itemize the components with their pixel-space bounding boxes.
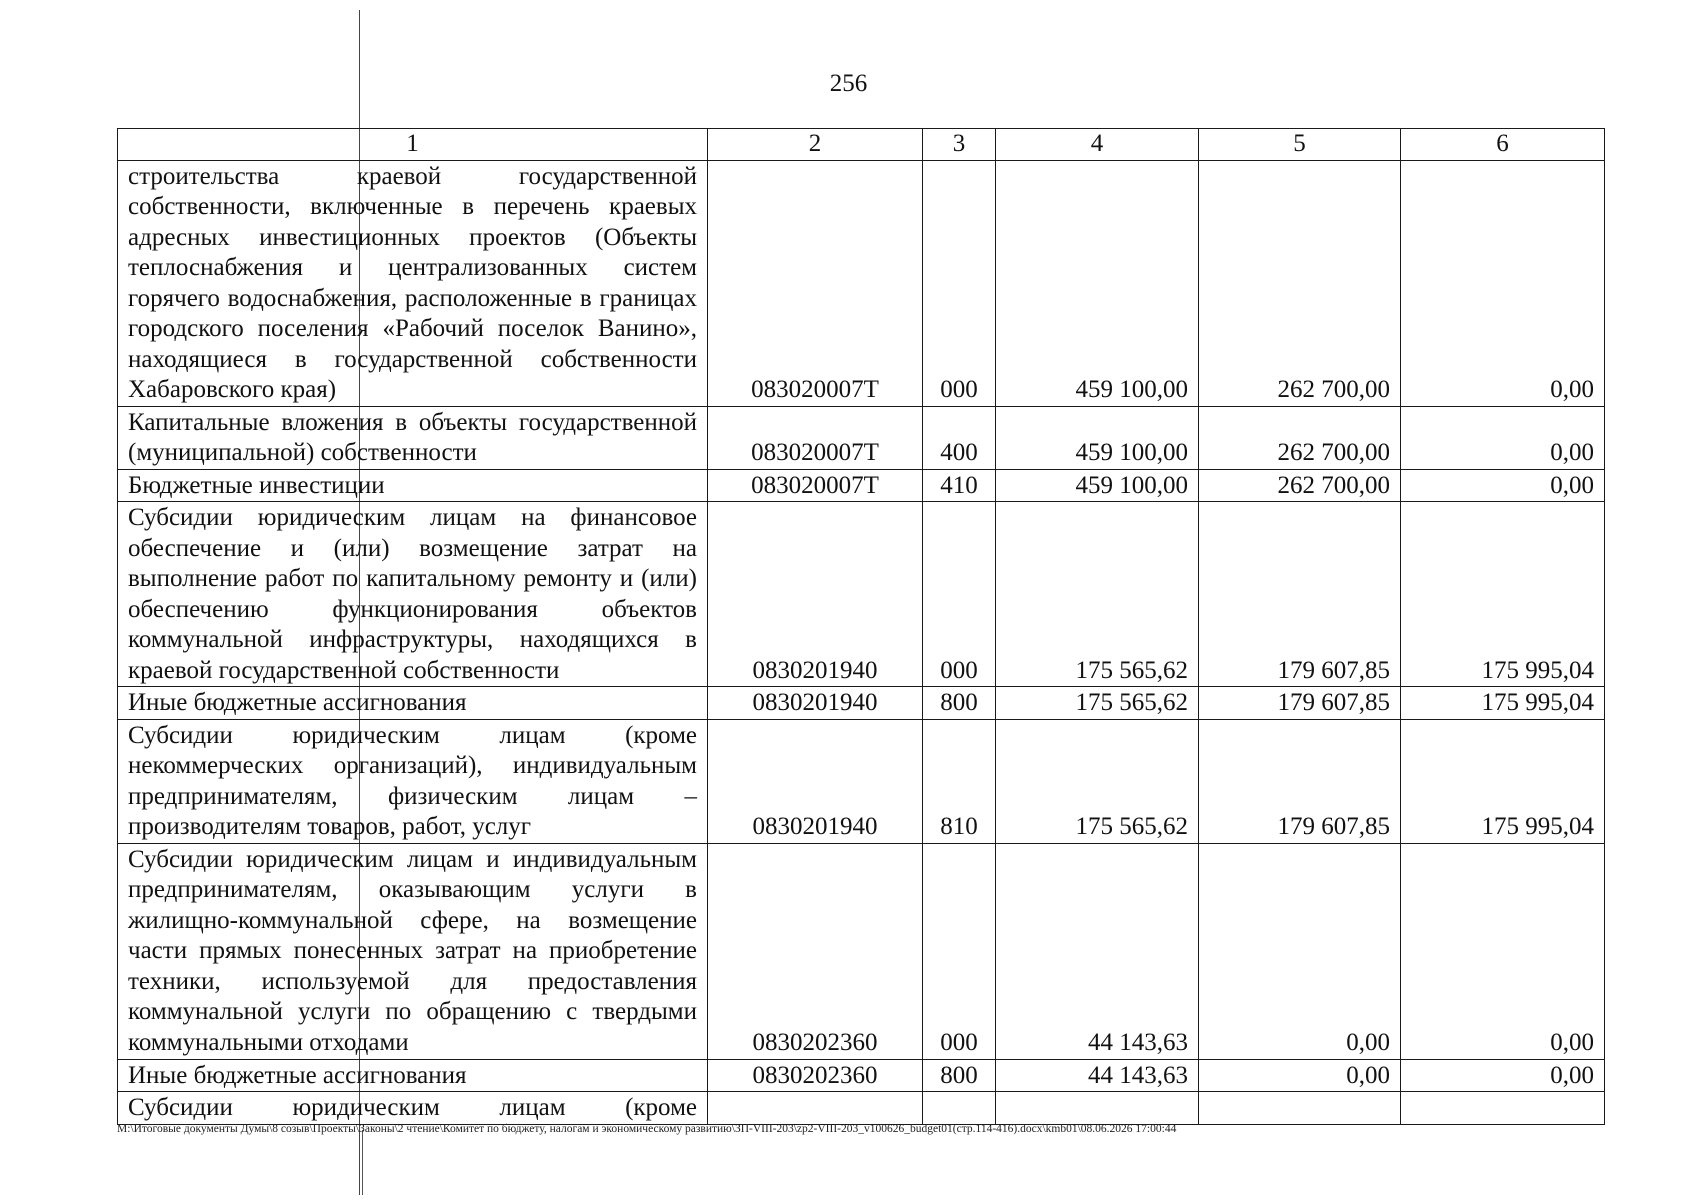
value-col5 xyxy=(1199,1092,1401,1125)
expense-type-code xyxy=(923,1092,996,1125)
expense-type-code: 800 xyxy=(923,1059,996,1092)
value-col4: 44 143,63 xyxy=(996,1059,1199,1092)
value-col6: 175 995,04 xyxy=(1401,502,1605,687)
expense-type-code: 410 xyxy=(923,469,996,502)
value-col5: 262 700,00 xyxy=(1199,160,1401,406)
value-col4: 459 100,00 xyxy=(996,160,1199,406)
column-header: 6 xyxy=(1401,129,1605,161)
footer-file-path: М:\Итоговые документы Думы\8 созыв\Проекты\Законы\2 чтение\Комитет по бюджету, налогам и экономическому развитию\ЗП-VIII-203\zp2-VIII-203_v100626_budget01(стр.114-416).docx\kmb01\08.06.2026 17:00:44 xyxy=(117,1123,1177,1135)
target-article-code: 083020007Т xyxy=(708,160,923,406)
value-col4: 175 565,62 xyxy=(996,502,1199,687)
value-col6 xyxy=(1401,1092,1605,1125)
row-name: Иные бюджетные ассигнования xyxy=(118,1059,708,1092)
value-col4 xyxy=(996,1092,1199,1125)
expense-type-code: 810 xyxy=(923,719,996,843)
column-header: 4 xyxy=(996,129,1199,161)
row-name: Субсидии юридическим лицам (кроме xyxy=(118,1092,708,1125)
value-col6: 0,00 xyxy=(1401,469,1605,502)
row-name: Субсидии юридическим лицам (кроме некоммерческих организаций), индивидуальным предпринимателям, физическим лицам – производителям товаров, работ, услуг xyxy=(118,719,708,843)
expense-type-code: 000 xyxy=(923,502,996,687)
expense-type-code: 800 xyxy=(923,687,996,720)
page-number: 256 xyxy=(829,70,868,97)
column-header: 3 xyxy=(923,129,996,161)
expense-type-code: 400 xyxy=(923,406,996,469)
value-col5: 0,00 xyxy=(1199,1059,1401,1092)
expense-type-code: 000 xyxy=(923,843,996,1059)
value-col4: 175 565,62 xyxy=(996,687,1199,720)
table-row xyxy=(118,1092,1605,1125)
value-col5: 0,00 xyxy=(1199,843,1401,1059)
row-name: Субсидии юридическим лицам и индивидуальным предпринимателям, оказывающим услуги в жилищно-коммунальной сфере, на возмещение части прямых понесенных затрат на приобретение техники, используемой для предоставления коммунальной услуги по обращению с твердыми коммунальными отходами xyxy=(118,843,708,1059)
row-name: строительства краевой государственной собственности, включенные в перечень краевых адресных инвестиционных проектов (Объекты теплоснабжения и централизованных систем горячего водоснабжения, расположенные в границах городского поселения «Рабочий поселок Ванино», находящиеся в государственной собственности Хабаровского края) xyxy=(118,160,708,406)
column-header: 2 xyxy=(708,129,923,161)
table-row xyxy=(118,687,1605,720)
value-col6: 0,00 xyxy=(1401,160,1605,406)
target-article-code: 0830202360 xyxy=(708,843,923,1059)
table-row xyxy=(118,502,1605,687)
table-row xyxy=(118,843,1605,1059)
target-article-code: 0830202360 xyxy=(708,1059,923,1092)
table-row xyxy=(118,719,1605,843)
table-row xyxy=(118,469,1605,502)
table-row xyxy=(118,406,1605,469)
row-name: Субсидии юридическим лицам на финансовое обеспечение и (или) возмещение затрат на выполнение работ по капитальному ремонту и (или) обеспечению функционирования объектов коммунальной инфраструктуры, находящихся в краевой государственной собственности xyxy=(118,502,708,687)
value-col4: 44 143,63 xyxy=(996,843,1199,1059)
column-header: 5 xyxy=(1199,129,1401,161)
row-name: Бюджетные инвестиции xyxy=(118,469,708,502)
value-col6: 175 995,04 xyxy=(1401,719,1605,843)
row-name: Капитальные вложения в объекты государственной (муниципальной) собственности xyxy=(118,406,708,469)
value-col5: 179 607,85 xyxy=(1199,719,1401,843)
value-col5: 262 700,00 xyxy=(1199,469,1401,502)
value-col5: 179 607,85 xyxy=(1199,502,1401,687)
value-col4: 175 565,62 xyxy=(996,719,1199,843)
target-article-code: 0830201940 xyxy=(708,502,923,687)
column-header: 1 xyxy=(118,129,708,161)
table-header-row xyxy=(118,129,1605,161)
value-col6: 0,00 xyxy=(1401,1059,1605,1092)
value-col6: 175 995,04 xyxy=(1401,687,1605,720)
target-article-code: 083020007Т xyxy=(708,406,923,469)
row-name: Иные бюджетные ассигнования xyxy=(118,687,708,720)
value-col4: 459 100,00 xyxy=(996,406,1199,469)
value-col6: 0,00 xyxy=(1401,406,1605,469)
value-col6: 0,00 xyxy=(1401,843,1605,1059)
expense-type-code: 000 xyxy=(923,160,996,406)
budget-table xyxy=(117,128,1605,1125)
value-col5: 262 700,00 xyxy=(1199,406,1401,469)
value-col4: 459 100,00 xyxy=(996,469,1199,502)
target-article-code: 0830201940 xyxy=(708,719,923,843)
table-row xyxy=(118,160,1605,406)
value-col5: 179 607,85 xyxy=(1199,687,1401,720)
target-article-code xyxy=(708,1092,923,1125)
target-article-code: 0830201940 xyxy=(708,687,923,720)
target-article-code: 083020007Т xyxy=(708,469,923,502)
scan-artifact-line xyxy=(362,1130,363,1195)
table-row xyxy=(118,1059,1605,1092)
